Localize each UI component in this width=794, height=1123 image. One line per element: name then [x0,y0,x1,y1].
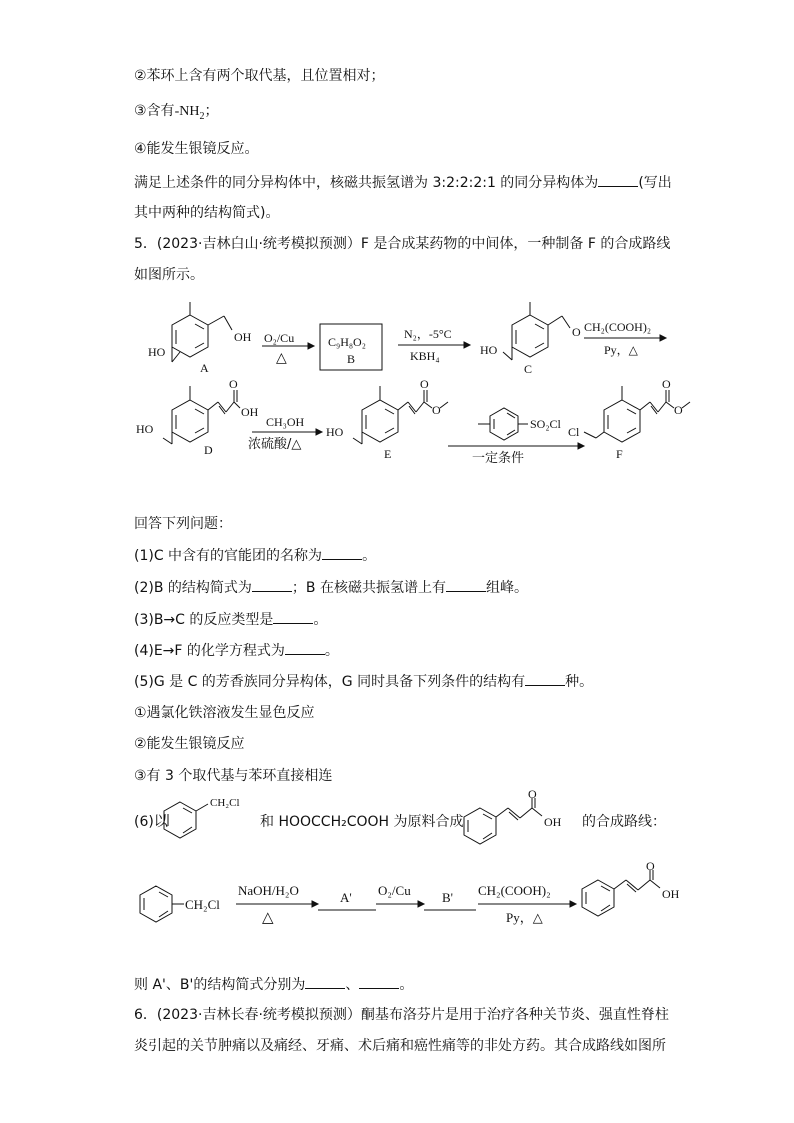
compound-E-label: E [384,447,392,461]
question-5-intro-2: 如图所示。 [134,267,204,283]
answer-blank [525,671,565,686]
compound-F-oxygen: O [662,377,671,391]
condition-4: ④能发生银镜反应。 [134,141,259,157]
amino-group: -NH [174,104,200,119]
scheme2-reagent-1-bottom: △ [262,908,274,926]
scheme2-start-structure [140,886,220,922]
reagent-3-bottom: Py，△ [604,343,638,357]
benzyl-chloride-structure [150,790,260,850]
condition-2: ②苯环上含有两个取代基，且位置相对； [134,68,385,84]
final-answer-text: 则 A'、B'的结构简式分别为 [134,977,306,993]
answer-blank [359,974,399,989]
reagent-4-bottom: 浓硫酸/△ [248,437,302,452]
reagent-1-bottom: △ [276,350,287,366]
condition-g-2: ②能发生银镜反应 [134,736,245,752]
punct: 。 [313,612,328,628]
question-2-text: (2)B 的结构简式为 [134,580,252,596]
punct: 。 [324,643,339,659]
question-6-prefix: (6)以 [134,814,168,830]
scheme2-reagent-2-top: O₂/Cu [378,883,411,898]
punct: 。 [362,548,377,564]
answer-blank [273,609,313,624]
question-1-text: (1)C 中含有的官能团的名称为 [134,548,323,564]
question-4 [134,640,339,661]
question-6-intro-2: 炎引起的关节肿痛以及痛经、牙痛、术后痛和癌性痛等的非处方药。其合成路线如图所 [134,1038,666,1054]
scheme2-product-oxygen: O [646,859,655,873]
compound-C-label: C [524,362,533,376]
answer-blank [252,577,292,592]
question-6-intro: 6．(2023·吉林长春·统考模拟预测）酮基布洛芬片是用于治疗各种关节炎、强直性脊柱 [134,1007,669,1023]
compound-D-ho: HO [136,422,154,436]
condition-3-label: ③含有 [134,103,175,119]
question-5-text: (5)G 是 C 的芳香族同分异构体，G 同时具备下列条件的结构有 [134,674,526,690]
question-6-suffix: 的合成路线： [582,814,666,830]
answer-blank [305,974,345,989]
compound-C-ho: HO [480,343,498,357]
question-2 [134,577,528,598]
synthesis-scheme-1 [0,290,794,480]
compound-E-ho: HO [326,425,344,439]
reagent-1-top: O₂/Cu [264,331,295,345]
question-2-text-b: ；B 在核磁共振氢谱上有 [291,580,446,596]
compound-F-structure [568,377,690,461]
compound-F-ester-oxygen: O [674,403,683,417]
cinnamic-acid-structure [458,788,578,852]
answer-blank [598,172,638,187]
final-answer-line [134,974,413,995]
reagent-4-top: CH₃OH [266,415,305,429]
condition-3-end: ； [204,103,219,119]
question-5 [134,671,593,692]
answer-blank [446,577,486,592]
scheme2-reagent-3-bottom: Py，△ [506,910,543,925]
compound-E-ester-oxygen: O [432,403,441,417]
compound-A-ho: HO [148,345,166,359]
answer-blank [322,545,362,560]
condition-g-1: ①遇氯化铁溶液发生显色反应 [134,705,315,721]
reagent-5-structure [478,408,562,440]
question-5-text-b: 种。 [565,674,594,690]
synthesis-scheme-2 [0,858,794,938]
reagent-5-bottom: 一定条件 [472,451,525,466]
question-6-middle: 和 HOOCCH₂COOH 为原料合成 [260,814,464,830]
scheme2-product-oh: OH [662,887,680,901]
reagent-2-bottom: KBH₄ [410,349,440,363]
compound-C-oxygen: O [572,325,581,339]
scheme2-start-label: CH₂Cl [185,897,220,912]
summary-line-2: 其中两种的结构简式)。 [134,205,280,221]
question-3 [134,609,327,630]
final-period: 。 [399,977,414,993]
scheme2-bprime: B' [442,890,454,905]
answer-blank [285,640,325,655]
answer-intro: 回答下列问题： [134,516,232,532]
compound-F-cl: Cl [568,425,580,439]
question-4-text: (4)E→F 的化学方程式为 [134,643,285,659]
question-3-text: (3)B→C 的反应类型是 [134,612,274,628]
cinnamic-acid-oh: OH [544,815,562,829]
compound-D-label: D [204,443,213,457]
compound-B-label: B [347,352,356,366]
scheme2-product-structure [582,859,680,916]
compound-D-oh: OH [241,405,259,419]
reagent-2-top: N₂，-5°C [404,327,452,341]
compound-A-structure [148,302,252,375]
reagent-3-top: CH₂(COOH)₂ [584,320,652,334]
question-1 [134,545,376,566]
compound-D-oxygen: O [229,377,238,391]
reagent-5-label: SO₂Cl [530,417,561,431]
compound-E-structure [326,377,448,461]
compound-F-label: F [616,447,623,461]
question-5-intro: 5．(2023·吉林白山·统考模拟预测）F 是合成某药物的中间体，一种制备 F 的合成路线 [134,236,671,252]
compound-E-oxygen: O [420,377,429,391]
summary-note: (写出 [638,175,672,191]
compound-C-structure [480,302,581,376]
condition-g-3: ③有 3 个取代基与苯环直接相连 [134,768,333,784]
scheme2-aprime: A' [340,890,352,905]
question-2-text-c: 组峰。 [485,580,528,596]
separator: 、 [345,977,360,993]
condition-3 [134,101,218,127]
amino-subscript: 2 [199,110,205,122]
summary-line-1 [134,172,672,193]
benzyl-chloride-label: CH₂Cl [210,797,240,809]
compound-A-label: A [200,361,209,375]
compound-A-oh: OH [234,330,252,344]
scheme2-reagent-3-top: CH₂(COOH)₂ [478,883,551,898]
summary-text: 满足上述条件的同分异构体中，核磁共振氢谱为 3:2:2:2:1 的同分异构体为 [134,175,599,191]
compound-D-structure [136,377,259,457]
cinnamic-acid-oxygen: O [528,788,537,801]
scheme2-reagent-1-top: NaOH/H₂O [238,883,299,898]
compound-B-formula: C₉H₈O₂ [328,335,366,349]
